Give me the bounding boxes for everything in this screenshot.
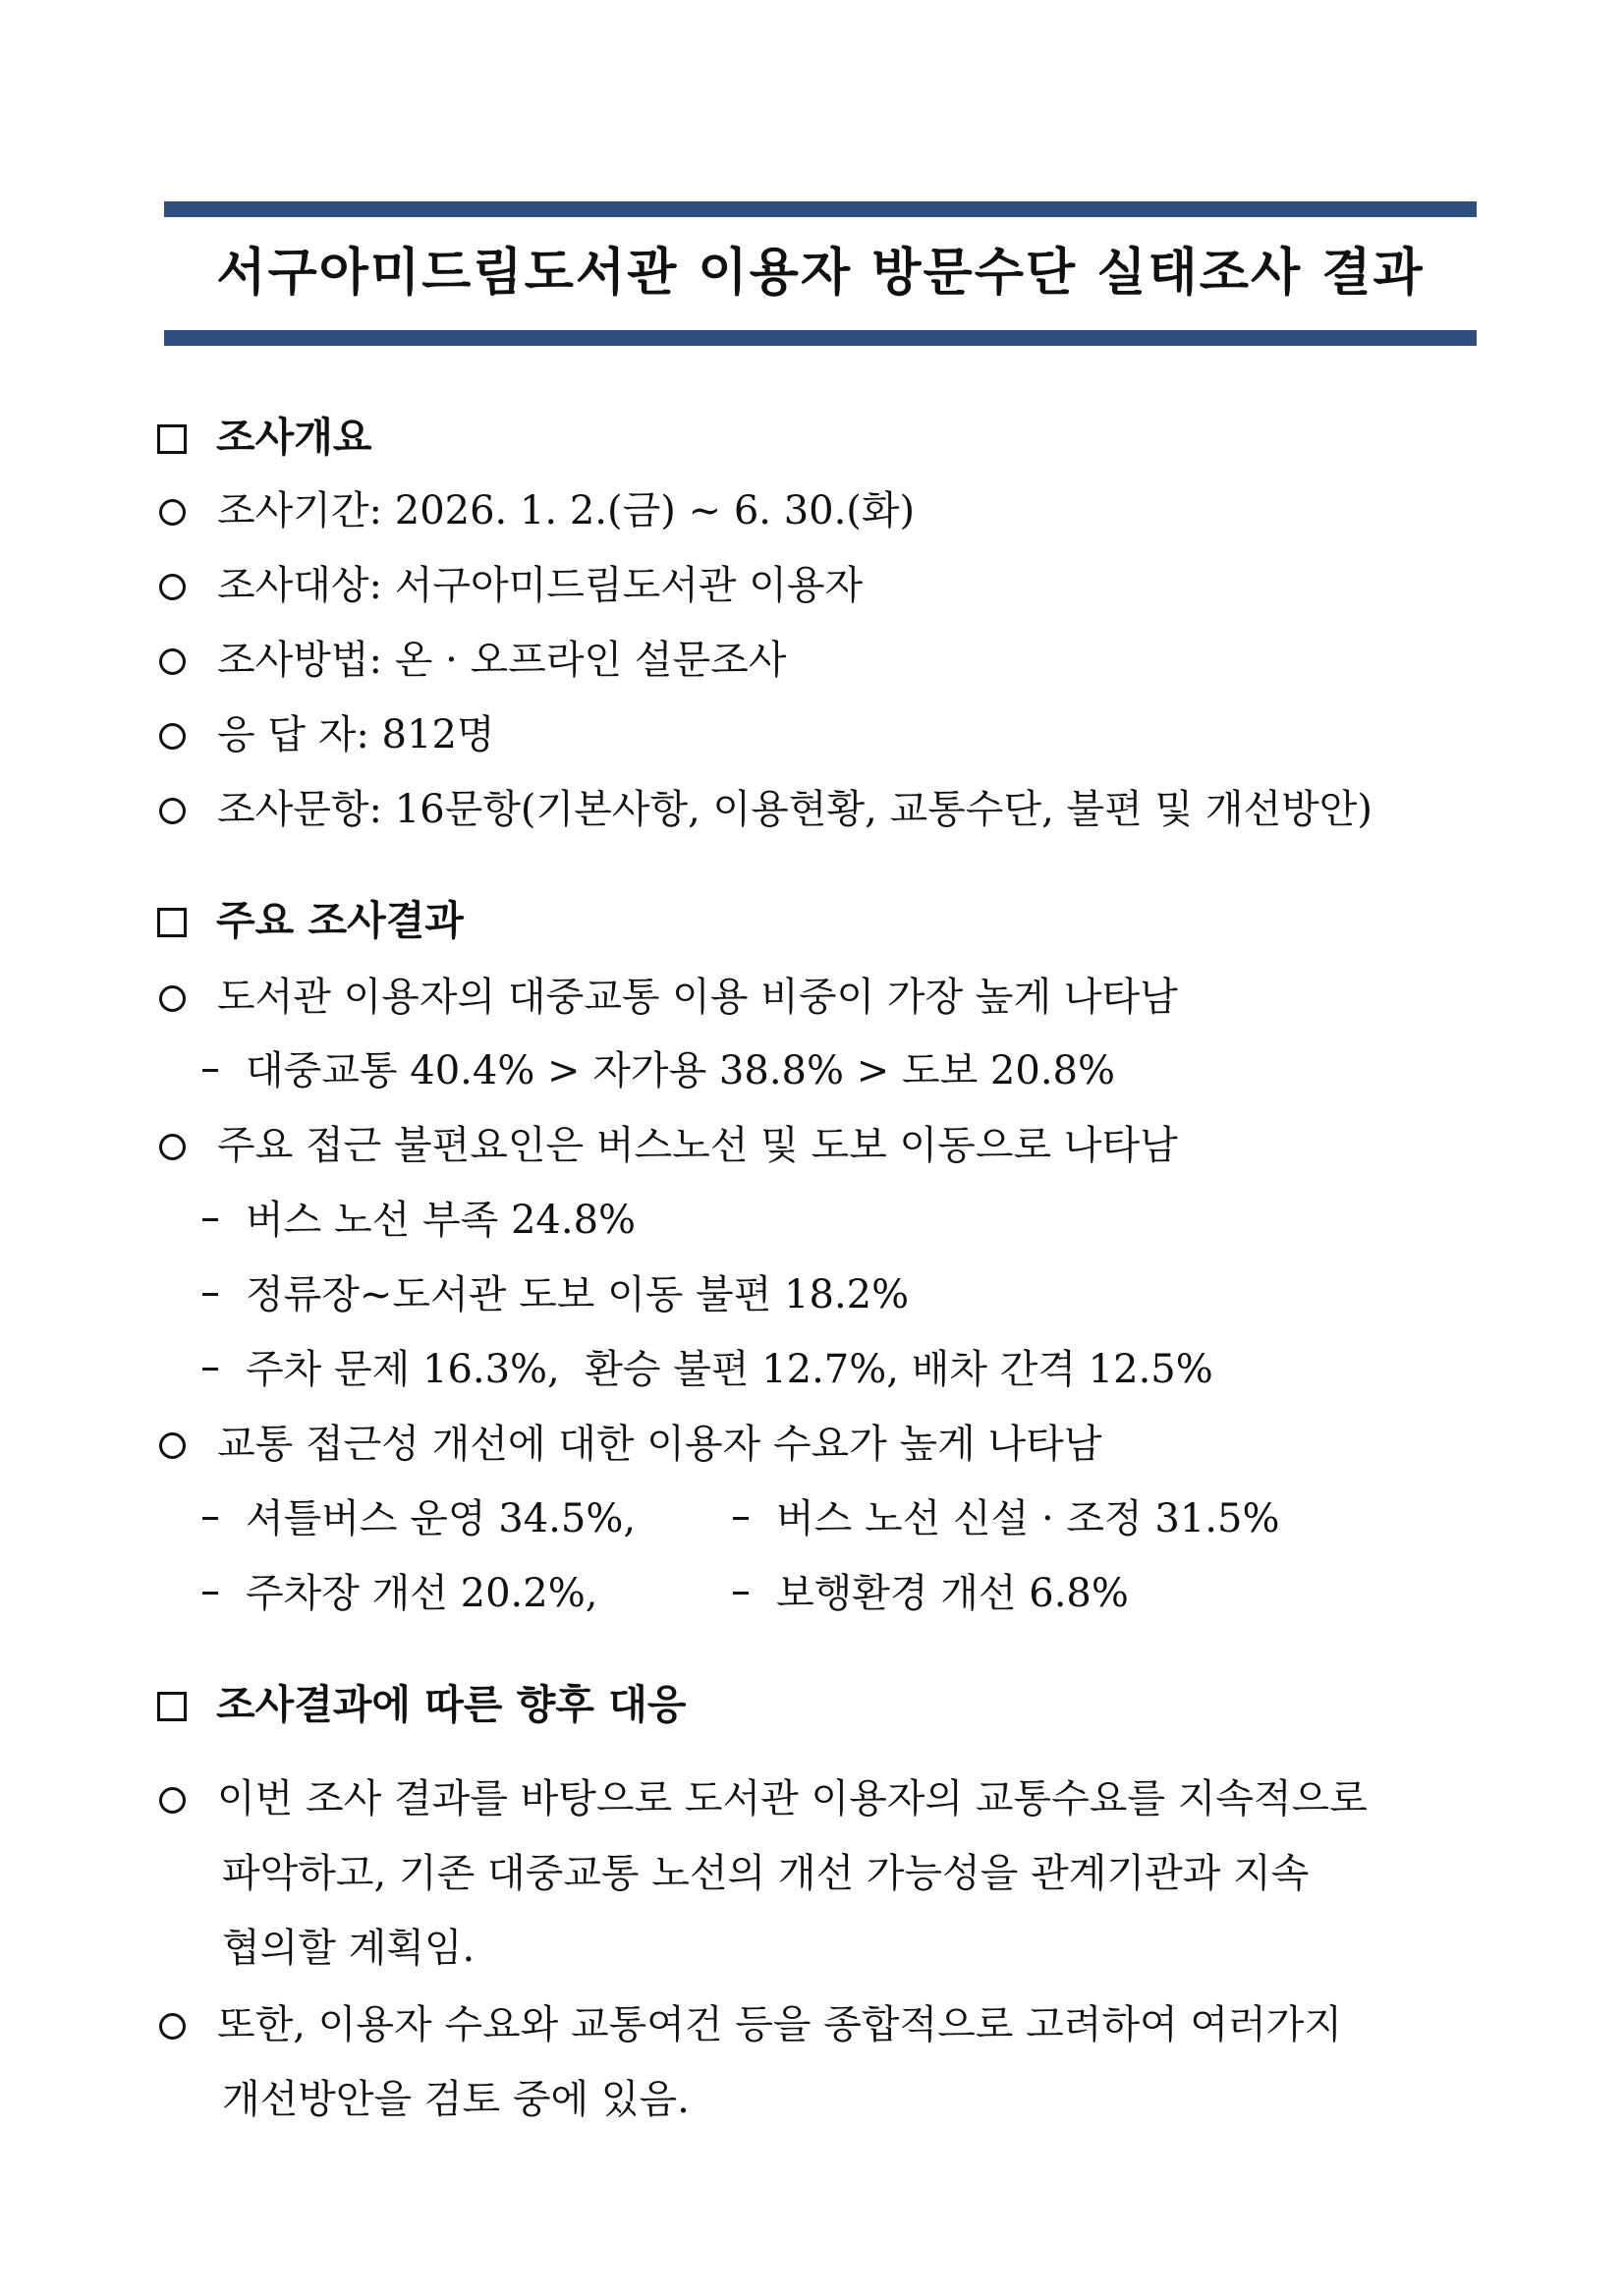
list-item-text: 조사대상: 서구아미드림도서관 이용자	[217, 563, 864, 608]
finding-text: 도서관 이용자의 대중교통 이용 비중이 가장 높게 나타남	[217, 975, 1178, 1020]
circle-bullet-icon	[159, 499, 186, 526]
dash-bullet-icon	[202, 1046, 222, 1095]
checkbox-square-icon	[157, 424, 187, 454]
title-block	[164, 201, 1477, 346]
dash-bullet-icon	[733, 1494, 753, 1543]
finding-detail-text: 셔틀버스 운영 34.5%,	[246, 1496, 637, 1541]
finding-detail	[157, 1046, 1115, 1095]
paragraph-text: 협의할 계획임.	[222, 1926, 476, 1971]
list-item-text: 조사방법: 온 · 오프라인 설문조사	[217, 638, 787, 683]
list-item	[157, 561, 863, 610]
circle-bullet-icon	[159, 723, 186, 750]
title-top-rule	[164, 201, 1477, 217]
list-item-text: 조사기간: 2026. 1. 2.(금) ~ 6. 30.(화)	[217, 488, 916, 533]
finding-detail-text: 버스 노선 신설 · 조정 31.5%	[776, 1496, 1280, 1541]
circle-bullet-icon	[159, 985, 186, 1012]
paragraph-line	[157, 1774, 1368, 1823]
page-title: 서구아미드림도서관 이용자 방문수단 실태조사 결과	[216, 244, 1425, 303]
list-item	[157, 710, 495, 759]
finding-detail-text: 대중교통 40.4% > 자가용 38.8% > 도보 20.8%	[246, 1048, 1116, 1093]
finding-detail-col2	[733, 1494, 1279, 1543]
finding-item	[157, 973, 1178, 1022]
section-heading-label: 조사개요	[216, 414, 372, 461]
circle-bullet-icon	[159, 1787, 186, 1814]
list-item	[157, 636, 786, 685]
finding-detail	[157, 1196, 636, 1245]
dash-bullet-icon	[202, 1569, 222, 1618]
dash-bullet-icon	[202, 1494, 222, 1543]
dash-bullet-icon	[202, 1196, 222, 1245]
dash-bullet-icon	[202, 1345, 222, 1394]
finding-detail	[157, 1270, 909, 1319]
paragraph-text: 이번 조사 결과를 바탕으로 도서관 이용자의 교통수요를 지속적으로	[217, 1776, 1368, 1821]
paragraph-line	[157, 2000, 1342, 2049]
finding-item	[157, 1420, 1101, 1469]
finding-detail-col2	[733, 1569, 1129, 1618]
dash-bullet-icon	[202, 1270, 222, 1319]
circle-bullet-icon	[159, 798, 186, 824]
finding-detail-text: 주차장 개선 20.2%,	[246, 1571, 598, 1616]
list-item-text: 응 답 자: 812명	[217, 712, 495, 757]
finding-item	[157, 1121, 1178, 1170]
circle-bullet-icon	[159, 1134, 186, 1160]
finding-detail-text: 버스 노선 부족 24.8%	[246, 1198, 637, 1243]
section-heading	[157, 896, 464, 945]
finding-text: 교통 접근성 개선에 대한 이용자 수요가 높게 나타남	[217, 1422, 1102, 1467]
list-item	[157, 486, 915, 535]
section-heading	[157, 1680, 687, 1729]
finding-detail-text: 정류장~도서관 도보 이동 불편 18.2%	[246, 1272, 910, 1317]
paragraph-text: 또한, 이용자 수요와 교통여건 등을 종합적으로 고려하여 여러가지	[217, 2002, 1342, 2047]
circle-bullet-icon	[159, 1432, 186, 1459]
circle-bullet-icon	[159, 574, 186, 600]
section-heading-label: 주요 조사결과	[216, 897, 464, 944]
section-heading	[157, 413, 371, 462]
finding-detail-pair	[157, 1494, 1484, 1543]
paragraph-text: 개선방안을 검토 중에 있음.	[222, 2077, 690, 2122]
finding-text: 주요 접근 불편요인은 버스노선 및 도보 이동으로 나타남	[217, 1123, 1178, 1168]
finding-detail-text: 주차 문제 16.3%, 환승 불편 12.7%, 배차 간격 12.5%	[246, 1347, 1213, 1392]
section-heading-label: 조사결과에 따른 향후 대응	[216, 1681, 687, 1728]
paragraph-text: 파악하고, 기존 대중교통 노선의 개선 가능성을 관계기관과 지속	[222, 1851, 1310, 1896]
title-bottom-rule	[164, 330, 1477, 346]
circle-bullet-icon	[159, 648, 186, 675]
circle-bullet-icon	[159, 2013, 186, 2040]
finding-detail-pair	[157, 1569, 1484, 1618]
finding-detail	[157, 1345, 1213, 1394]
list-item	[157, 785, 1372, 834]
checkbox-square-icon	[157, 908, 187, 937]
checkbox-square-icon	[157, 1692, 187, 1721]
finding-detail-text: 보행환경 개선 6.8%	[776, 1571, 1129, 1616]
dash-bullet-icon	[733, 1569, 753, 1618]
list-item-text: 조사문항: 16문항(기본사항, 이용현황, 교통수단, 불편 및 개선방안)	[217, 787, 1373, 832]
